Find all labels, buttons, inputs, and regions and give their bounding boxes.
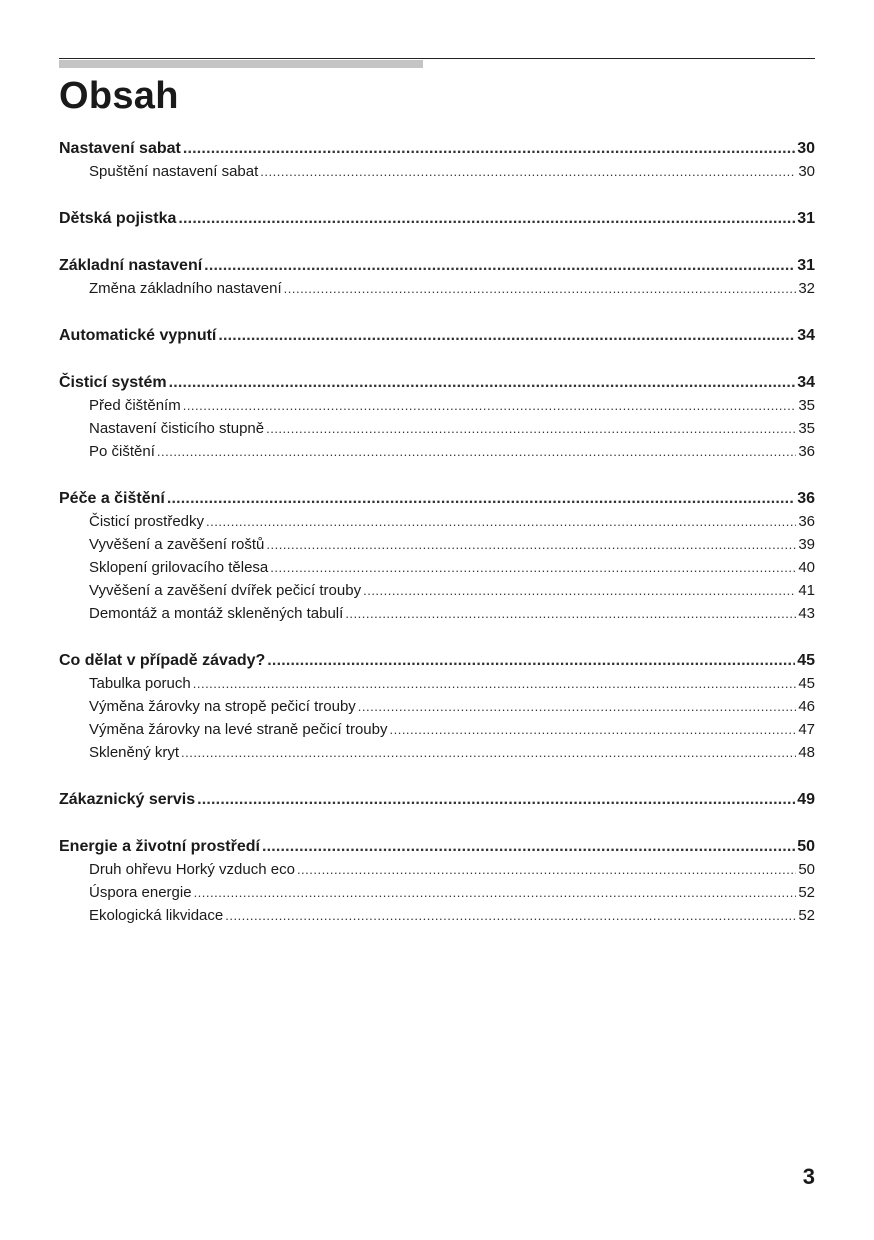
dot-leader — [225, 904, 796, 927]
toc-subentry-page: 32 — [798, 280, 815, 297]
toc-subentry[interactable] — [59, 533, 815, 556]
toc-subentry-title: Spuštění nastavení sabat — [89, 163, 259, 180]
toc-subentry-title: Sklopení grilovacího tělesa — [89, 559, 269, 576]
dot-leader — [266, 417, 796, 440]
toc-subentry[interactable] — [59, 881, 815, 904]
toc-entry-title: Nastavení sabat — [59, 140, 181, 157]
toc-subentry-page: 45 — [798, 675, 815, 692]
toc-section — [59, 207, 815, 230]
dot-leader — [183, 394, 797, 417]
toc-entry-page: 31 — [797, 210, 815, 227]
toc-subentry-page: 35 — [798, 397, 815, 414]
toc-subentry-page: 41 — [798, 582, 815, 599]
table-of-contents — [59, 137, 815, 951]
toc-section — [59, 649, 815, 764]
toc-entry-title: Zákaznický servis — [59, 791, 196, 808]
toc-entry[interactable] — [59, 371, 815, 394]
dot-leader — [260, 160, 796, 183]
dot-leader — [183, 137, 795, 160]
toc-section — [59, 324, 815, 347]
toc-subentry[interactable] — [59, 394, 815, 417]
dot-leader — [157, 440, 796, 463]
toc-entry[interactable] — [59, 324, 815, 347]
dot-leader — [266, 533, 796, 556]
toc-entry-page: 36 — [797, 490, 815, 507]
toc-subentry[interactable] — [59, 160, 815, 183]
dot-leader — [218, 324, 795, 347]
toc-subentry[interactable] — [59, 510, 815, 533]
toc-entry-title: Automatické vypnutí — [59, 327, 217, 344]
dot-leader — [270, 556, 796, 579]
toc-entry[interactable] — [59, 788, 815, 811]
toc-entry[interactable] — [59, 254, 815, 277]
page-number: 3 — [802, 1164, 815, 1189]
toc-subentry-page: 39 — [798, 536, 815, 553]
toc-subentry-title: Úspora energie — [89, 884, 192, 901]
toc-subentry-title: Výměna žárovky na stropě pečicí trouby — [89, 698, 356, 715]
toc-entry-title: Energie a životní prostředí — [59, 838, 260, 855]
toc-subentry-page: 46 — [798, 698, 815, 715]
toc-section — [59, 835, 815, 927]
dot-leader — [169, 371, 796, 394]
toc-subentry-title: Skleněný kryt — [89, 744, 180, 761]
toc-subentry[interactable] — [59, 440, 815, 463]
dot-leader — [284, 277, 797, 300]
toc-subentry[interactable] — [59, 556, 815, 579]
toc-subentry-title: Druh ohřevu Horký vzduch eco — [89, 861, 295, 878]
toc-subentry-page: 40 — [798, 559, 815, 576]
toc-entry-page: 34 — [797, 374, 815, 391]
toc-subentry-title: Vyvěšení a zavěšení roštů — [89, 536, 265, 553]
toc-entry-page: 49 — [797, 791, 815, 808]
toc-subentry-page: 52 — [798, 907, 815, 924]
toc-section — [59, 137, 815, 183]
toc-subentry-title: Nastavení čisticího stupně — [89, 420, 265, 437]
toc-subentry-page: 47 — [798, 721, 815, 738]
toc-subentry-title: Změna základního nastavení — [89, 280, 282, 297]
toc-entry-title: Co dělat v případě závady? — [59, 652, 266, 669]
toc-subentry[interactable] — [59, 904, 815, 927]
toc-entry-page: 31 — [797, 257, 815, 274]
dot-leader — [267, 649, 795, 672]
page-title: Obsah — [59, 75, 179, 117]
toc-subentry-page: 30 — [798, 163, 815, 180]
toc-entry-title: Čisticí systém — [59, 374, 167, 391]
toc-subentry-title: Demontáž a montáž skleněných tabulí — [89, 605, 344, 622]
toc-section — [59, 254, 815, 300]
dot-leader — [358, 695, 797, 718]
toc-subentry[interactable] — [59, 741, 815, 764]
toc-section — [59, 371, 815, 463]
toc-entry[interactable] — [59, 207, 815, 230]
dot-leader — [345, 602, 796, 625]
toc-entry-page: 45 — [797, 652, 815, 669]
dot-leader — [167, 487, 795, 510]
toc-entry-page: 50 — [797, 838, 815, 855]
dot-leader — [181, 741, 796, 764]
toc-subentry-title: Ekologická likvidace — [89, 907, 224, 924]
toc-subentry-page: 43 — [798, 605, 815, 622]
toc-subentry-page: 52 — [798, 884, 815, 901]
toc-subentry[interactable] — [59, 602, 815, 625]
toc-subentry[interactable] — [59, 277, 815, 300]
dot-leader — [297, 858, 796, 881]
toc-subentry[interactable] — [59, 718, 815, 741]
toc-subentry[interactable] — [59, 417, 815, 440]
toc-subentry-title: Čisticí prostředky — [89, 513, 205, 530]
dot-leader — [204, 254, 795, 277]
dot-leader — [363, 579, 796, 602]
toc-entry[interactable] — [59, 649, 815, 672]
toc-entry-title: Základní nastavení — [59, 257, 203, 274]
toc-entry-title: Péče a čištění — [59, 490, 165, 507]
toc-section — [59, 788, 815, 811]
header-rule — [59, 58, 815, 59]
toc-subentry-page: 35 — [798, 420, 815, 437]
toc-subentry-title: Vyvěšení a zavěšení dvířek pečicí trouby — [89, 582, 362, 599]
dot-leader — [193, 672, 797, 695]
toc-subentry-page: 36 — [798, 513, 815, 530]
toc-subentry-title: Výměna žárovky na levé straně pečicí trouby — [89, 721, 388, 738]
toc-entry[interactable] — [59, 835, 815, 858]
toc-subentry-page: 48 — [798, 744, 815, 761]
toc-entry-page: 30 — [797, 140, 815, 157]
dot-leader — [206, 510, 796, 533]
toc-entry[interactable] — [59, 487, 815, 510]
dot-leader — [178, 207, 795, 230]
toc-subentry[interactable] — [59, 672, 815, 695]
toc-subentry-page: 36 — [798, 443, 815, 460]
dot-leader — [197, 788, 795, 811]
dot-leader — [389, 718, 796, 741]
dot-leader — [194, 881, 797, 904]
dot-leader — [262, 835, 795, 858]
toc-subentry[interactable] — [59, 579, 815, 602]
toc-entry-title: Dětská pojistka — [59, 210, 177, 227]
toc-subentry[interactable] — [59, 695, 815, 718]
header-accent-bar — [59, 60, 423, 68]
toc-subentry-title: Po čištění — [89, 443, 155, 460]
toc-subentry[interactable] — [59, 858, 815, 881]
toc-entry-page: 34 — [797, 327, 815, 344]
toc-entry[interactable] — [59, 137, 815, 160]
toc-subentry-page: 50 — [798, 861, 815, 878]
toc-subentry-title: Tabulka poruch — [89, 675, 191, 692]
toc-section — [59, 487, 815, 625]
toc-subentry-title: Před čištěním — [89, 397, 181, 414]
